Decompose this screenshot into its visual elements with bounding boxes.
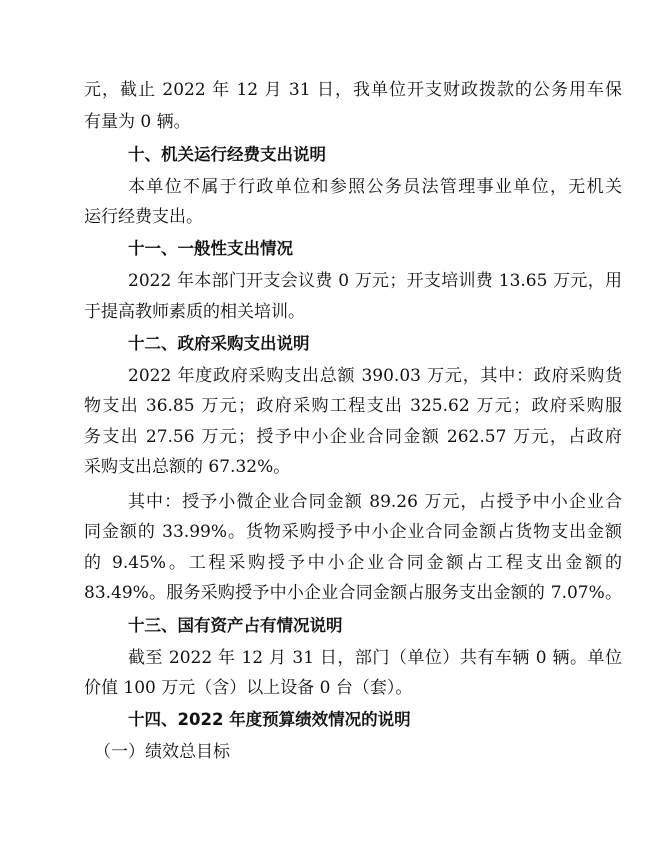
paragraph-line-15: 截至 2022 年 12 月 31 日，部门（单位）共有车辆 0 辆。单位 <box>128 648 622 668</box>
paragraph-line-10: 采购支出总额的 67.32%。 <box>84 457 291 477</box>
section-heading-10: 十、机关运行经费支出说明 <box>128 145 326 164</box>
paragraph-line-5: 2022 年本部门开支会议费 0 万元；开支培训费 13.65 万元，用 <box>128 271 622 291</box>
paragraph-line-12: 同金额的 33.99%。货物采购授予中小企业合同金额占货物支出金额 <box>84 522 622 542</box>
paragraph-line-2: 有量为 0 辆。 <box>84 112 191 132</box>
paragraph-line-6: 于提高教师素质的相关培训。 <box>84 302 305 322</box>
paragraph-line-7: 2022 年度政府采购支出总额 390.03 万元，其中：政府采购货 <box>128 366 622 386</box>
paragraph-line-1: 元，截止 2022 年 12 月 31 日，我单位开支财政拨款的公务用车保 <box>84 80 622 100</box>
paragraph-line-9: 务支出 27.56 万元；授予中小企业合同金额 262.57 万元，占政府 <box>84 427 622 447</box>
paragraph-line-8: 物支出 36.85 万元；政府采购工程支出 325.62 万元；政府采购服 <box>84 396 622 416</box>
section-heading-11: 十一、一般性支出情况 <box>128 239 293 258</box>
paragraph-line-13: 的 9.45%。工程采购授予中小企业合同金额占工程支出金额的 <box>84 553 622 573</box>
paragraph-line-11: 其中：授予小微企业合同金额 89.26 万元，占授予中小企业合 <box>128 492 622 512</box>
subsection-heading-1: （一）绩效总目标 <box>94 742 230 762</box>
paragraph-line-3: 本单位不属于行政单位和参照公务员法管理事业单位，无机关 <box>128 177 622 197</box>
section-heading-14: 十四、2022 年度预算绩效情况的说明 <box>128 710 411 729</box>
paragraph-line-14: 83.49%。服务采购授予中小企业合同金额占服务支出金额的 7.07%。 <box>84 583 622 603</box>
section-heading-13: 十三、国有资产占有情况说明 <box>128 616 343 635</box>
section-heading-12: 十二、政府采购支出说明 <box>128 334 310 353</box>
paragraph-line-4: 运行经费支出。 <box>84 207 203 227</box>
paragraph-line-16: 价值 100 万元（含）以上设备 0 台（套）。 <box>84 678 413 698</box>
